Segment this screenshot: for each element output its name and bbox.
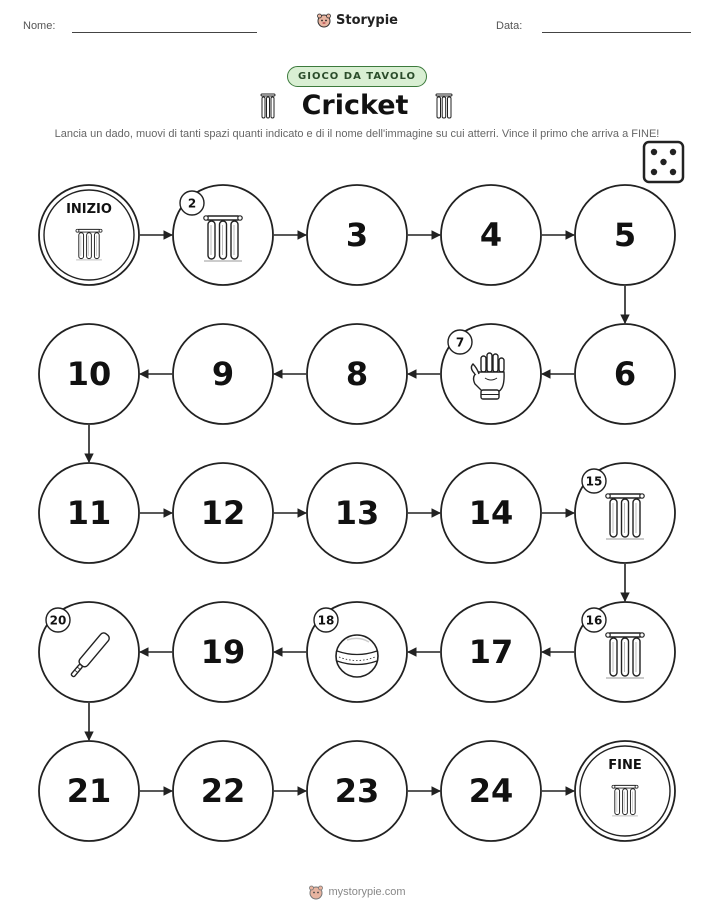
space-number: 4 xyxy=(479,216,503,254)
instructions: Lancia un dado, muovi di tanti spazi quanti indicato e di il nome dell'immagine su cui atterri. Vince il primo che arriva a FINE! xyxy=(54,128,660,140)
board-space-19[interactable] xyxy=(173,602,273,702)
space-number: 22 xyxy=(200,772,246,810)
brand-name: Storypie xyxy=(336,12,398,28)
board-space-13[interactable] xyxy=(307,463,407,563)
name-label: Nome: xyxy=(23,20,56,32)
footer xyxy=(0,884,714,905)
board-space-16[interactable] xyxy=(575,602,675,702)
space-number: 14 xyxy=(468,494,514,532)
board-space-3[interactable] xyxy=(307,185,407,285)
space-number: 11 xyxy=(66,494,112,532)
board-space-8[interactable] xyxy=(307,324,407,424)
finish-label: FINE xyxy=(608,758,642,773)
board-space-23[interactable] xyxy=(307,741,407,841)
space-number: 19 xyxy=(200,633,246,671)
space-number: 23 xyxy=(334,772,380,810)
cricket-stumps-icon xyxy=(204,216,242,261)
board-space-2[interactable] xyxy=(173,185,273,285)
start-label: INIZIO xyxy=(66,202,112,217)
space-number-badge-label: 2 xyxy=(187,196,197,211)
cricket-stumps-icon xyxy=(612,785,638,816)
space-number: 21 xyxy=(66,772,112,810)
storypie-mascot-icon xyxy=(308,884,324,900)
board-space-15[interactable] xyxy=(575,463,675,563)
board-space-21[interactable] xyxy=(39,741,139,841)
space-number-badge-label: 20 xyxy=(49,613,67,628)
board-space-9[interactable] xyxy=(173,324,273,424)
board-space-12[interactable] xyxy=(173,463,273,563)
space-number-badge-label: 16 xyxy=(585,613,603,628)
board-space-10[interactable] xyxy=(39,324,139,424)
board-space-24[interactable] xyxy=(441,741,541,841)
page-title: Cricket xyxy=(301,90,409,121)
board-space-22[interactable] xyxy=(173,741,273,841)
board-space-17[interactable] xyxy=(441,602,541,702)
space-number: 24 xyxy=(468,772,514,810)
space-number: 6 xyxy=(613,355,637,393)
board-space-4[interactable] xyxy=(441,185,541,285)
board-space-7[interactable] xyxy=(441,324,541,424)
board-space-14[interactable] xyxy=(441,463,541,563)
board-space-18[interactable] xyxy=(307,602,407,702)
game-type-badge: GIOCO DA TAVOLO xyxy=(287,66,427,87)
space-number: 9 xyxy=(211,355,235,393)
cricket-stumps-icon xyxy=(76,229,102,260)
space-number: 13 xyxy=(334,494,380,532)
space-number-badge-label: 18 xyxy=(317,613,335,628)
cricket-stumps-icon xyxy=(606,633,644,678)
space-number: 5 xyxy=(613,216,637,254)
die-five-icon xyxy=(644,142,683,182)
board-space-6[interactable] xyxy=(575,324,675,424)
space-number: 17 xyxy=(468,633,514,671)
space-number-badge-label: 15 xyxy=(585,474,603,489)
board-space-25[interactable] xyxy=(575,741,675,841)
board-space-20[interactable] xyxy=(39,602,139,702)
board-space-1[interactable] xyxy=(39,185,139,285)
board-space-11[interactable] xyxy=(39,463,139,563)
space-number: 10 xyxy=(66,355,112,393)
space-number: 12 xyxy=(200,494,246,532)
space-number-badge-label: 7 xyxy=(455,335,465,350)
date-label: Data: xyxy=(496,20,523,32)
space-number: 8 xyxy=(345,355,369,393)
space-number: 3 xyxy=(345,216,369,254)
cricket-stumps-icon xyxy=(606,494,644,539)
board-space-5[interactable] xyxy=(575,185,675,285)
footer-site: mystorypie.com xyxy=(328,886,406,898)
cricket-ball-icon xyxy=(336,635,378,677)
